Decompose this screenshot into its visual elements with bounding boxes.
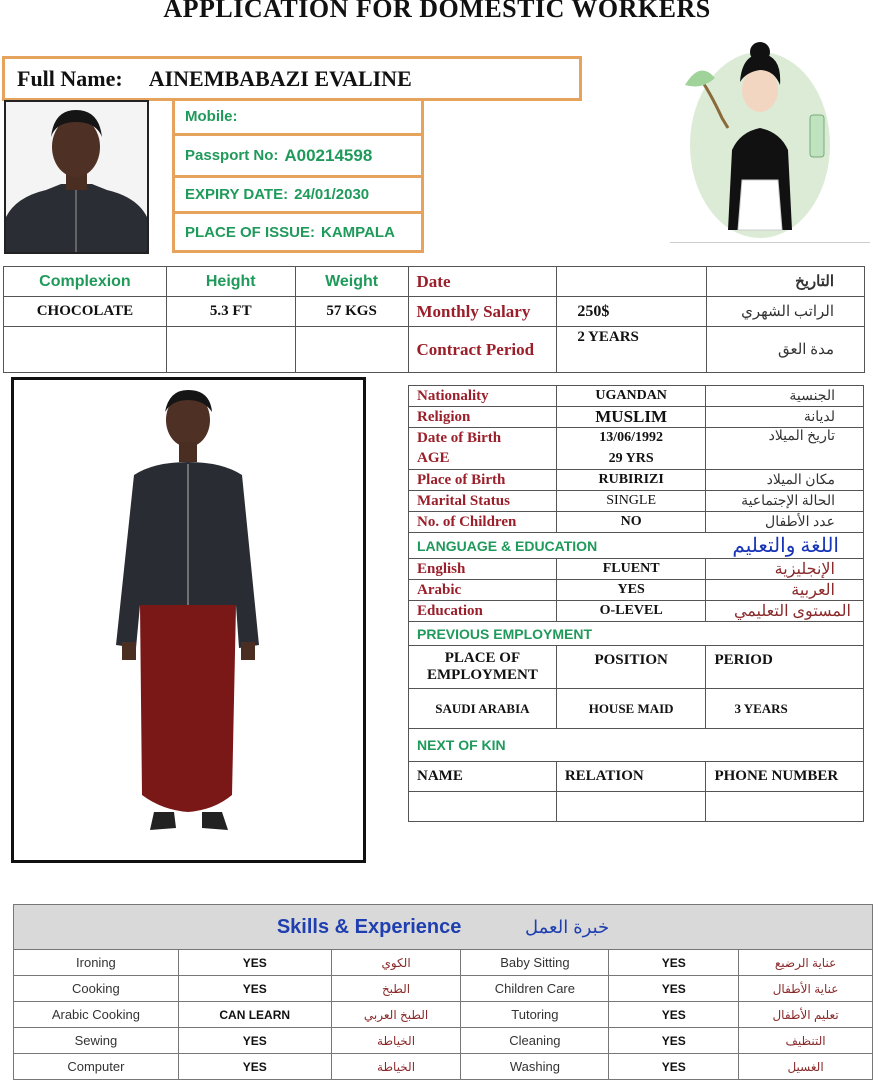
skill-name-ar: الخياطة	[331, 1028, 461, 1054]
empty-cell	[166, 327, 295, 373]
physical-details-table	[3, 266, 865, 373]
passport-number: A00214598	[284, 145, 373, 165]
kin-phone-value	[706, 792, 864, 822]
skill-value: YES	[178, 1054, 331, 1080]
skill-name-ar: الطبخ العربي	[331, 1002, 461, 1028]
contract-label: Contract Period	[408, 327, 557, 373]
full-name-box	[2, 56, 582, 101]
weight-value: 57 KGS	[295, 297, 408, 327]
education-label: Education	[409, 601, 557, 622]
skill-value: YES	[609, 1054, 739, 1080]
personal-details-table	[408, 385, 864, 822]
empty-cell	[4, 327, 167, 373]
skill-name: Baby Sitting	[461, 950, 609, 976]
nationality-label-ar: الجنسية	[706, 386, 864, 407]
skill-name: Washing	[461, 1054, 609, 1080]
skill-name-ar: الطبخ	[331, 976, 461, 1002]
passport-number-row	[175, 136, 421, 178]
kin-phone-header: PHONE NUMBER	[706, 762, 864, 792]
kin-relation-value	[556, 792, 706, 822]
skill-name: Cooking	[14, 976, 179, 1002]
religion-value: MUSLIM	[556, 407, 706, 428]
prev-place-value: SAUDI ARABIA	[409, 689, 557, 729]
skill-name: Ironing	[14, 950, 179, 976]
marital-value: SINGLE	[556, 491, 706, 512]
full-name-label: Full Name:	[17, 65, 123, 91]
skill-value: YES	[178, 976, 331, 1002]
education-value: O-LEVEL	[556, 601, 706, 622]
skill-row	[14, 1028, 873, 1054]
children-label-ar: عدد الأطفال	[706, 512, 864, 533]
passport-label: Passport No:	[185, 147, 279, 164]
kin-name-header: NAME	[409, 762, 557, 792]
nationality-value: UGANDAN	[556, 386, 706, 407]
skill-name-ar: تعليم الأطفال	[739, 1002, 873, 1028]
mobile-label: Mobile:	[185, 108, 238, 125]
nationality-label: Nationality	[409, 386, 557, 407]
prev-period-value: 3 YEARS	[706, 689, 864, 729]
dob-label: Date of Birth	[409, 428, 557, 449]
education-label-ar: المستوى التعليمي	[706, 601, 864, 622]
date-value	[557, 267, 707, 297]
prev-position-value: HOUSE MAID	[556, 689, 706, 729]
next-of-kin-heading: NEXT OF KIN	[409, 729, 864, 762]
prev-period-header: PERIOD	[706, 646, 864, 689]
kin-relation-header: RELATION	[556, 762, 706, 792]
age-value: 29 YRS	[556, 449, 706, 470]
skill-name-ar: عناية الرضيع	[739, 950, 873, 976]
skill-value: YES	[609, 1002, 739, 1028]
skill-name-ar: عناية الأطفال	[739, 976, 873, 1002]
skill-name: Tutoring	[461, 1002, 609, 1028]
pob-label: Place of Birth	[409, 470, 557, 491]
full-name-value: AINEMBABAZI EVALINE	[148, 65, 412, 91]
skill-row	[14, 1002, 873, 1028]
mobile-row	[175, 100, 421, 136]
expiry-label: EXPIRY DATE:	[185, 186, 289, 203]
pob-label-ar: مكان الميلاد	[706, 470, 864, 491]
person-portrait-icon	[6, 102, 147, 252]
page-title: APPLICATION FOR DOMESTIC WORKERS	[163, 0, 711, 23]
marital-label-ar: الحالة الإجتماعية	[706, 491, 864, 512]
height-value: 5.3 FT	[166, 297, 295, 327]
skill-value: YES	[609, 1028, 739, 1054]
expiry-row	[175, 178, 421, 214]
dob-value: 13/06/1992	[556, 428, 706, 449]
skill-name-ar: الكوي	[331, 950, 461, 976]
date-label: Date	[408, 267, 557, 297]
issue-place-row	[175, 214, 421, 250]
children-label: No. of Children	[409, 512, 557, 533]
skill-row	[14, 1054, 873, 1080]
marital-label: Marital Status	[409, 491, 557, 512]
skill-value: YES	[178, 1028, 331, 1054]
skills-title: Skills & Experience	[276, 915, 462, 938]
religion-label-ar: لديانة	[706, 407, 864, 428]
person-full-body-icon	[14, 380, 363, 860]
complexion-value: CHOCOLATE	[4, 297, 167, 327]
height-header: Height	[166, 267, 295, 297]
english-label: English	[409, 559, 557, 580]
dob-label-ar: تاريخ الميلاد	[706, 428, 864, 470]
passport-info-box	[172, 100, 424, 253]
arabic-label: Arabic	[409, 580, 557, 601]
prev-place-header: PLACE OF EMPLOYMENT	[409, 646, 557, 689]
issue-label: PLACE OF ISSUE:	[185, 223, 316, 241]
english-value: FLUENT	[556, 559, 706, 580]
arabic-label-ar: العربية	[706, 580, 864, 601]
english-label-ar: الإنجليزية	[706, 559, 864, 580]
skill-name: Cleaning	[461, 1028, 609, 1054]
arabic-value: YES	[556, 580, 706, 601]
applicant-photo-small	[4, 100, 149, 254]
skill-value: YES	[609, 950, 739, 976]
skills-title-ar: خبرة العمل	[525, 916, 610, 937]
empty-cell	[295, 327, 408, 373]
complexion-header: Complexion	[4, 267, 167, 297]
skills-experience-table	[13, 904, 873, 1080]
prev-position-header: POSITION	[556, 646, 706, 689]
skill-row	[14, 976, 873, 1002]
skill-name-ar: التنظيف	[739, 1028, 873, 1054]
applicant-photo-full	[11, 377, 366, 863]
expiry-date: 24/01/2030	[294, 186, 370, 203]
skill-row	[14, 950, 873, 976]
contract-value: 2 YEARS	[557, 327, 707, 373]
skill-value: YES	[178, 950, 331, 976]
kin-name-value	[409, 792, 557, 822]
skill-name-ar: الغسيل	[739, 1054, 873, 1080]
skill-name-ar: الخياطة	[331, 1054, 461, 1080]
salary-value: 250$	[557, 297, 707, 327]
maid-illustration	[670, 30, 870, 260]
salary-label: Monthly Salary	[408, 297, 557, 327]
religion-label: Religion	[409, 407, 557, 428]
skill-value: YES	[609, 976, 739, 1002]
skill-name: Children Care	[461, 976, 609, 1002]
issue-place: KAMPALA	[321, 223, 395, 241]
contract-label-ar: مدة العق	[707, 327, 865, 373]
salary-label-ar: الراتب الشهري	[707, 297, 865, 327]
age-label: AGE	[409, 449, 557, 470]
skill-name: Arabic Cooking	[14, 1002, 179, 1028]
weight-header: Weight	[295, 267, 408, 297]
skill-name: Computer	[14, 1054, 179, 1080]
cleaning-maid-icon	[670, 30, 870, 260]
pob-value: RUBIRIZI	[556, 470, 706, 491]
skills-header	[14, 905, 873, 950]
previous-employment-heading: PREVIOUS EMPLOYMENT	[409, 622, 864, 646]
children-value: NO	[556, 512, 706, 533]
language-section-heading: LANGUAGE & EDUCATION	[409, 533, 706, 559]
language-section-heading-ar: اللغة والتعليم	[706, 533, 864, 559]
date-label-ar: التاريخ	[707, 267, 865, 297]
skill-name: Sewing	[14, 1028, 179, 1054]
skill-value: CAN LEARN	[178, 1002, 331, 1028]
